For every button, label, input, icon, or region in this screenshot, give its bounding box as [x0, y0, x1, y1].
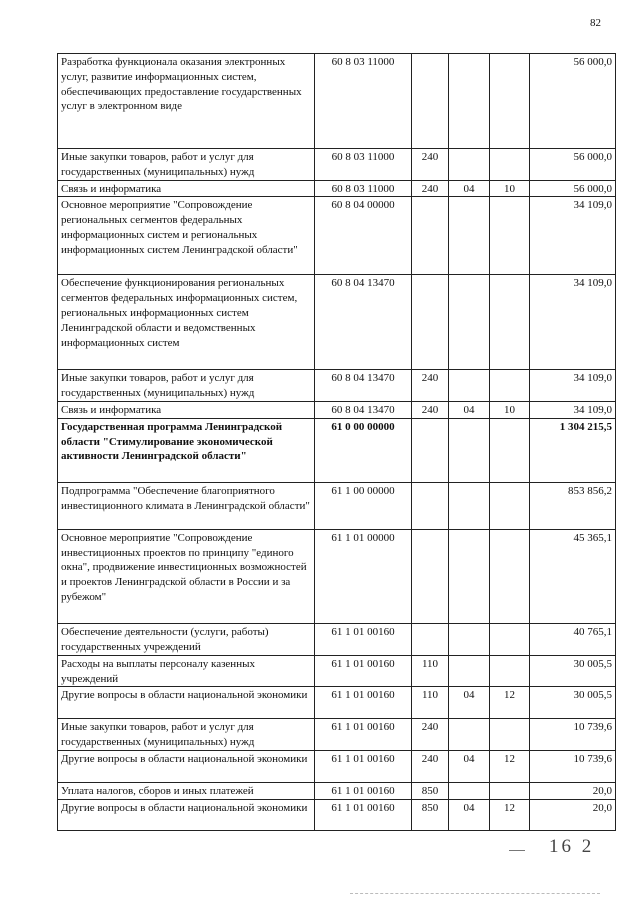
row-subsection	[490, 370, 530, 402]
table-row	[58, 54, 616, 149]
row-expense-type	[412, 275, 449, 370]
row-section	[449, 529, 490, 623]
row-amount: 34 109,0	[530, 401, 616, 418]
row-name: Иные закупки товаров, работ и услуг для государственных (муниципальных) нужд	[58, 719, 315, 751]
row-subsection: 12	[490, 687, 530, 719]
row-amount: 34 109,0	[530, 275, 616, 370]
row-amount: 10 739,6	[530, 719, 616, 751]
budget-table	[57, 53, 616, 831]
table-row	[58, 687, 616, 719]
row-name: Обеспечение деятельности (услуги, работы) государственных учреждений	[58, 623, 315, 655]
row-name: Иные закупки товаров, работ и услуг для государственных (муниципальных) нужд	[58, 370, 315, 402]
row-amount: 40 765,1	[530, 623, 616, 655]
row-section: 04	[449, 401, 490, 418]
row-code: 61 1 01 00160	[315, 687, 412, 719]
table-row	[58, 418, 616, 482]
row-expense-type	[412, 418, 449, 482]
row-code: 60 8 03 11000	[315, 180, 412, 197]
table-row	[58, 482, 616, 529]
row-code: 61 1 01 00000	[315, 529, 412, 623]
row-amount: 56 000,0	[530, 149, 616, 181]
row-section	[449, 418, 490, 482]
row-subsection	[490, 482, 530, 529]
row-expense-type: 240	[412, 401, 449, 418]
row-code: 61 0 00 00000	[315, 418, 412, 482]
bottom-dashed-line	[350, 893, 600, 895]
table-row	[58, 623, 616, 655]
row-section	[449, 54, 490, 149]
budget-table-body	[58, 54, 616, 831]
table-row	[58, 197, 616, 275]
row-section	[449, 655, 490, 687]
row-amount: 853 856,2	[530, 482, 616, 529]
row-code: 61 1 01 00160	[315, 750, 412, 782]
row-subsection	[490, 149, 530, 181]
row-subsection	[490, 418, 530, 482]
row-code: 61 1 01 00160	[315, 799, 412, 830]
row-amount: 20,0	[530, 799, 616, 830]
row-name: Другие вопросы в области национальной экономики	[58, 750, 315, 782]
row-subsection	[490, 529, 530, 623]
row-expense-type: 850	[412, 799, 449, 830]
page-stamp: 16 2	[549, 836, 595, 857]
table-row	[58, 275, 616, 370]
row-expense-type: 110	[412, 687, 449, 719]
row-expense-type: 240	[412, 370, 449, 402]
row-name: Разработка функционала оказания электронных услуг, развитие информационных систем, обеспечивающих предоставление государственных услуг в электронном виде	[58, 54, 315, 149]
row-subsection: 12	[490, 799, 530, 830]
row-section	[449, 782, 490, 799]
row-section	[449, 149, 490, 181]
row-expense-type: 850	[412, 782, 449, 799]
row-name: Другие вопросы в области национальной экономики	[58, 799, 315, 830]
row-section: 04	[449, 750, 490, 782]
row-expense-type	[412, 197, 449, 275]
row-amount: 34 109,0	[530, 370, 616, 402]
row-expense-type	[412, 623, 449, 655]
row-expense-type: 240	[412, 180, 449, 197]
row-code: 61 1 01 00160	[315, 719, 412, 751]
row-subsection	[490, 54, 530, 149]
row-code: 60 8 03 11000	[315, 54, 412, 149]
row-subsection	[490, 275, 530, 370]
row-amount: 34 109,0	[530, 197, 616, 275]
row-amount: 1 304 215,5	[530, 418, 616, 482]
row-code: 61 1 01 00160	[315, 655, 412, 687]
row-amount: 56 000,0	[530, 180, 616, 197]
row-section: 04	[449, 687, 490, 719]
row-name: Уплата налогов, сборов и иных платежей	[58, 782, 315, 799]
row-subsection	[490, 623, 530, 655]
row-subsection	[490, 719, 530, 751]
row-amount: 56 000,0	[530, 54, 616, 149]
row-expense-type	[412, 529, 449, 623]
row-name: Связь и информатика	[58, 180, 315, 197]
page-number: 82	[590, 17, 601, 29]
row-expense-type	[412, 482, 449, 529]
row-name: Обеспечение функционирования региональных сегментов федеральных информационных систем, региональных информационных систем Ленинградской области и ведомственных информационных систем	[58, 275, 315, 370]
row-name: Основное мероприятие "Сопровождение региональных сегментов федеральных информационных систем и региональных информационных систем Ленинградской области"	[58, 197, 315, 275]
row-expense-type: 240	[412, 750, 449, 782]
row-code: 60 8 04 00000	[315, 197, 412, 275]
table-row	[58, 529, 616, 623]
row-subsection	[490, 782, 530, 799]
row-section	[449, 719, 490, 751]
row-amount: 30 005,5	[530, 655, 616, 687]
row-section	[449, 275, 490, 370]
row-section	[449, 370, 490, 402]
table-row	[58, 149, 616, 181]
row-section	[449, 197, 490, 275]
row-name: Расходы на выплаты персоналу казенных учреждений	[58, 655, 315, 687]
row-name: Основное мероприятие "Сопровождение инвестиционных проектов по принципу "единого окна", продвижение инвестиционных возможностей и проектов Ленинградской области в России и за рубежом"	[58, 529, 315, 623]
row-name: Иные закупки товаров, работ и услуг для государственных (муниципальных) нужд	[58, 149, 315, 181]
row-expense-type: 110	[412, 655, 449, 687]
row-section	[449, 482, 490, 529]
table-row	[58, 750, 616, 782]
row-amount: 20,0	[530, 782, 616, 799]
row-subsection: 12	[490, 750, 530, 782]
row-expense-type: 240	[412, 719, 449, 751]
row-code: 60 8 04 13470	[315, 370, 412, 402]
row-code: 61 1 00 00000	[315, 482, 412, 529]
row-amount: 30 005,5	[530, 687, 616, 719]
table-row	[58, 655, 616, 687]
row-name: Подпрограмма "Обеспечение благоприятного инвестиционного климата в Ленинградской области"	[58, 482, 315, 529]
row-section: 04	[449, 799, 490, 830]
row-name: Другие вопросы в области национальной экономики	[58, 687, 315, 719]
row-section	[449, 623, 490, 655]
row-subsection: 10	[490, 401, 530, 418]
row-code: 61 1 01 00160	[315, 623, 412, 655]
row-name: Связь и информатика	[58, 401, 315, 418]
row-code: 60 8 04 13470	[315, 401, 412, 418]
row-subsection	[490, 655, 530, 687]
row-section: 04	[449, 180, 490, 197]
table-row	[58, 799, 616, 830]
table-row	[58, 180, 616, 197]
row-amount: 10 739,6	[530, 750, 616, 782]
row-code: 61 1 01 00160	[315, 782, 412, 799]
row-expense-type: 240	[412, 149, 449, 181]
row-code: 60 8 04 13470	[315, 275, 412, 370]
dash-mark	[509, 850, 525, 851]
row-amount: 45 365,1	[530, 529, 616, 623]
table-row	[58, 782, 616, 799]
table-row	[58, 370, 616, 402]
row-subsection: 10	[490, 180, 530, 197]
row-expense-type	[412, 54, 449, 149]
row-code: 60 8 03 11000	[315, 149, 412, 181]
row-subsection	[490, 197, 530, 275]
row-name: Государственная программа Ленинградской области "Стимулирование экономической активности Ленинградской области"	[58, 418, 315, 482]
table-row	[58, 401, 616, 418]
table-row	[58, 719, 616, 751]
